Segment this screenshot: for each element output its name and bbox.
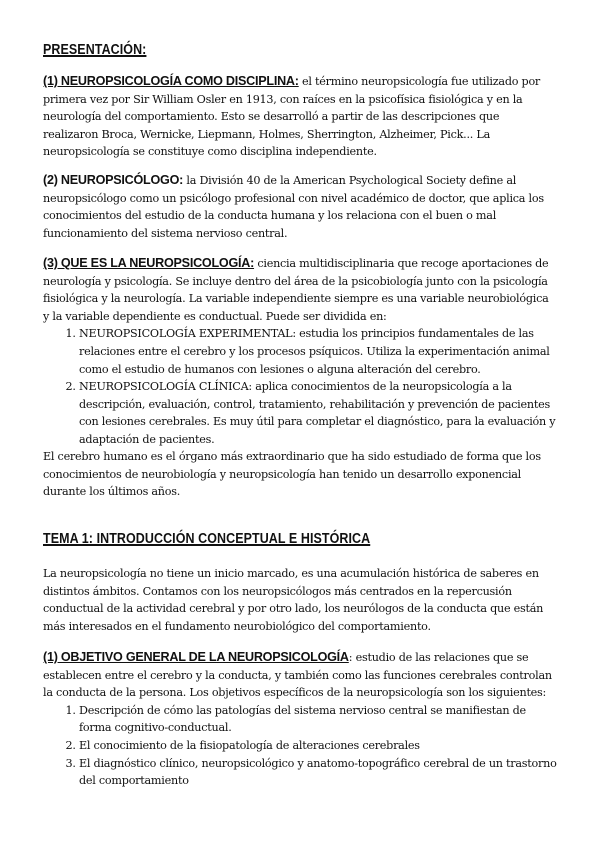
section-que-es	[43, 255, 557, 449]
section-disciplina	[43, 73, 557, 161]
section-lead: (1) NEUROPSICOLOGÍA COMO DISCIPLINA:	[43, 74, 299, 88]
closing-text: El cerebro humano es el órgano más extraordinario que ha sido estudiado de forma que los conocimientos de neurobiología y neuropsicología han tenido un desarrollo exponencial durante los últimos años.	[43, 450, 541, 499]
section-text: la División 40 de la American Psychological Society define al neuropsicólogo como un psicólogo profesional con nivel académico de doctor, que aplica los conocimientos del estudio de la conducta humana y los relaciona con el buen o mal funcionamiento del sistema nervioso central.	[43, 174, 544, 240]
section-text: ciencia multidisciplinaria que recoge aportaciones de neurología y psicología. Se incluye dentro del área de la psicobiología junto con la psicología fisiológica y la neurología. La variable independiente siempre es una variable neurobiológica y la variable dependiente es conductual. Puede ser dividida en:	[43, 257, 549, 323]
tema1-intro	[43, 565, 557, 635]
list-item: 2. El conocimiento de la fisiopatología de alteraciones cerebrales	[79, 737, 557, 755]
section-text: el término neuropsicología fue utilizado por primera vez por Sir William Osler en 1913, con raíces en la psicofísica fisiológica y en la neurología del comportamiento. Esto se desarrolló a partir de las descripciones que realizaron Broca, Wernicke, Liepmann, Holmes, Sherrington, Alzheimer, Pick... La neuropsicología se constituye como disciplina independiente.	[43, 75, 541, 159]
section-objetivo	[43, 649, 557, 790]
list-item: 3. El diagnóstico clínico, neuropsicológico y anatomo-topográfico cerebral de un trastorno del comportamiento	[79, 755, 557, 790]
section-lead: (1) OBJETIVO GENERAL DE LA NEUROPSICOLOGÍA	[43, 650, 349, 664]
section-lead: (2) NEUROPSICÓLOGO:	[43, 173, 184, 187]
heading-tema1: TEMA 1: INTRODUCCIÓN CONCEPTUAL E HISTÓRICA	[43, 531, 371, 547]
list-item: 1. NEUROPSICOLOGÍA EXPERIMENTAL: estudia los principios fundamentales de las relaciones entre el cerebro y los procesos psíquicos. Utiliza la experimentación animal como el estudio de humanos con lesiones o alguna alteración del cerebro.	[79, 325, 557, 378]
closing-paragraph	[43, 448, 557, 501]
objetivos-list	[43, 702, 557, 790]
division-list	[43, 325, 557, 448]
intro-text: La neuropsicología no tiene un inicio marcado, es una acumulación histórica de saberes en distintos ámbitos. Contamos con los neuropsicólogos más centrados en la repercusión conductual de la actividad cerebral y por otro lado, los neurólogos de la conducta que están más interesados en el fundamento neurobiológico del comportamiento.	[43, 567, 544, 633]
heading-presentacion: PRESENTACIÓN:	[43, 42, 147, 58]
list-item: 1. Descripción de cómo las patologías del sistema nervioso central se manifiestan de forma cognitivo-conductual.	[79, 702, 557, 737]
section-lead: (3) QUE ES LA NEUROPSICOLOGÍA:	[43, 256, 255, 270]
section-neuropsicologo	[43, 172, 557, 242]
list-item: 2. NEUROPSICOLOGÍA CLÍNICA: aplica conocimientos de la neuropsicología a la descripción, evaluación, control, tratamiento, rehabilitación y prevención de pacientes con lesiones cerebrales. Es muy útil para completar el diagnóstico, para la evaluación y adaptación de pacientes.	[79, 378, 557, 448]
section-text: : estudio de las relaciones que se establecen entre el cerebro y la conducta, y también como las funciones cerebrales controlan la conducta de la persona. Los objetivos específicos de la neuropsicología son los siguientes:	[43, 651, 552, 700]
